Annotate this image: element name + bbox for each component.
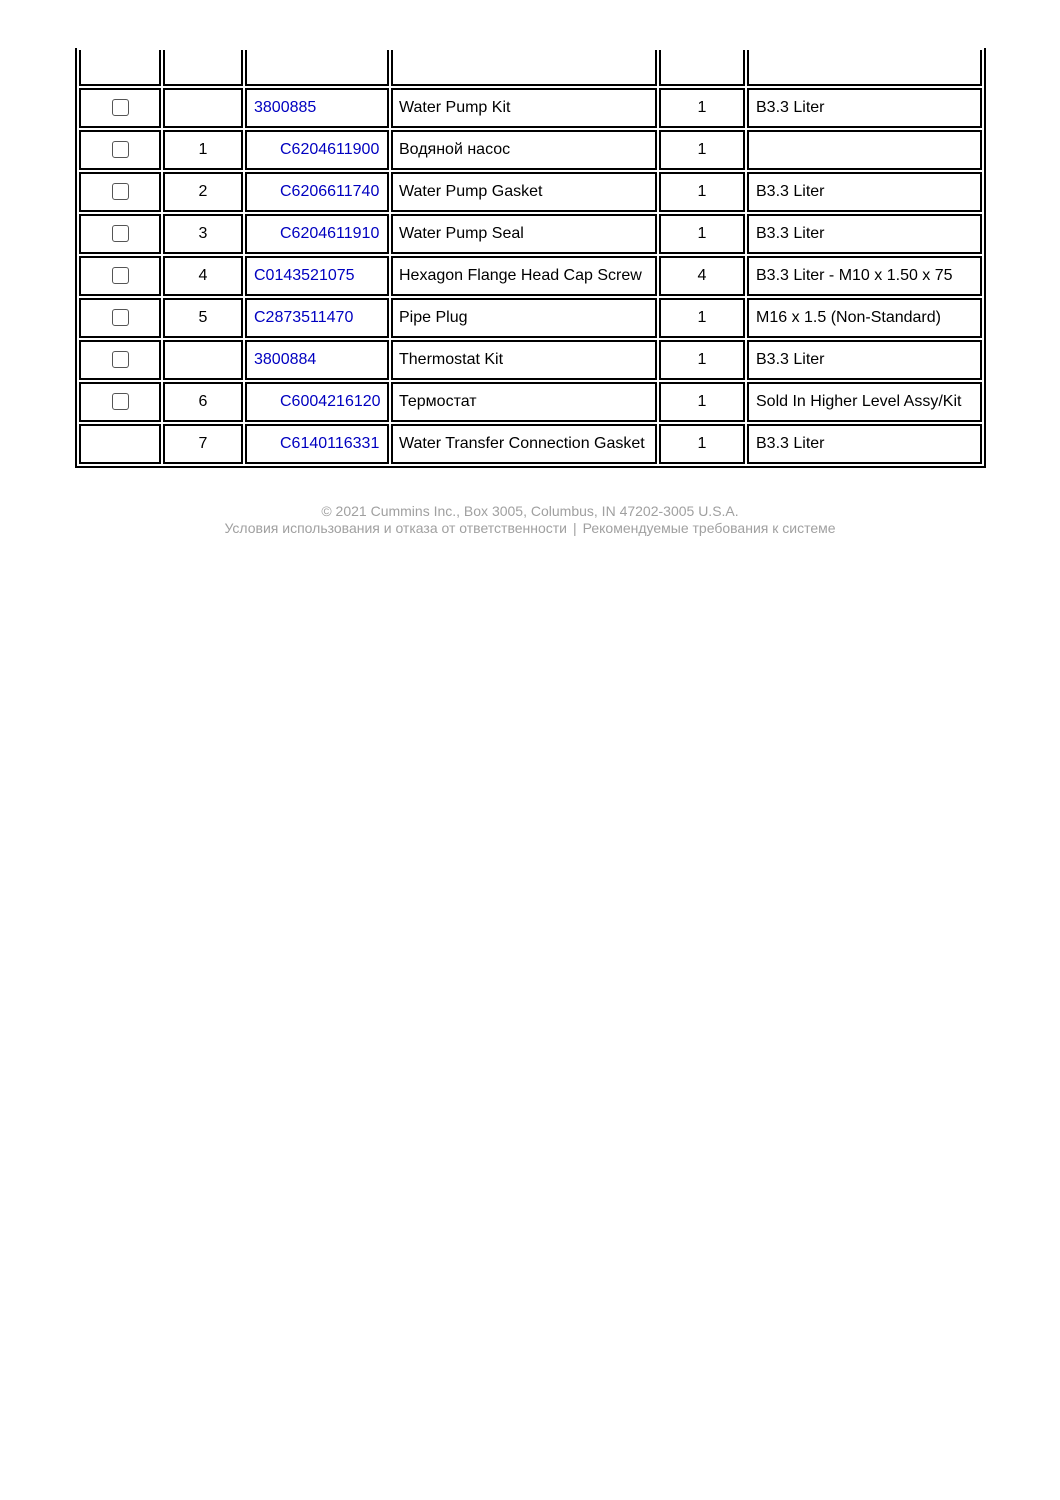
ref-number-cell bbox=[163, 340, 243, 380]
part-number-link[interactable]: C6140116331 bbox=[280, 435, 380, 452]
description-cell: Водяной насос bbox=[391, 130, 657, 170]
part-number-cell bbox=[245, 256, 389, 296]
part-number-cell bbox=[245, 172, 389, 212]
ref-number-cell: 7 bbox=[163, 424, 243, 464]
notes-cell: B3.3 Liter bbox=[747, 88, 982, 128]
part-number-link[interactable]: C0143521075 bbox=[254, 267, 355, 284]
notes-cell: Sold In Higher Level Assy/Kit bbox=[747, 382, 982, 422]
copyright-text: © 2021 Cummins Inc., Box 3005, Columbus, IN 47202-3005 U.S.A. bbox=[321, 503, 739, 519]
table-row bbox=[79, 172, 982, 212]
select-checkbox[interactable] bbox=[112, 309, 129, 326]
quantity-cell: 1 bbox=[659, 382, 745, 422]
select-checkbox[interactable] bbox=[112, 351, 129, 368]
part-number-cell bbox=[245, 214, 389, 254]
ref-number-cell: 6 bbox=[163, 382, 243, 422]
description-cell: Water Pump Kit bbox=[391, 88, 657, 128]
table-row bbox=[79, 214, 982, 254]
notes-cell: B3.3 Liter bbox=[747, 424, 982, 464]
description-cell: Water Pump Seal bbox=[391, 214, 657, 254]
select-checkbox[interactable] bbox=[112, 393, 129, 410]
part-number-cell bbox=[245, 88, 389, 128]
description-cell: Термостат bbox=[391, 382, 657, 422]
part-number-cell bbox=[245, 382, 389, 422]
part-number-cell bbox=[245, 424, 389, 464]
part-number-cell bbox=[245, 298, 389, 338]
notes-cell: B3.3 Liter bbox=[747, 214, 982, 254]
part-number-link[interactable]: C6204611900 bbox=[280, 141, 380, 158]
quantity-cell: 1 bbox=[659, 424, 745, 464]
table-row bbox=[79, 256, 982, 296]
empty-cell bbox=[79, 50, 161, 86]
parts-table-body bbox=[79, 50, 982, 464]
quantity-cell: 1 bbox=[659, 214, 745, 254]
select-cell bbox=[79, 424, 161, 464]
select-cell bbox=[79, 172, 161, 212]
footer-links bbox=[0, 520, 1060, 537]
table-row bbox=[79, 340, 982, 380]
table-row-continued bbox=[79, 50, 982, 86]
table-row bbox=[79, 88, 982, 128]
select-checkbox[interactable] bbox=[112, 99, 129, 116]
select-checkbox[interactable] bbox=[112, 267, 129, 284]
notes-cell: B3.3 Liter bbox=[747, 340, 982, 380]
ref-number-cell: 4 bbox=[163, 256, 243, 296]
empty-cell bbox=[245, 50, 389, 86]
quantity-cell: 1 bbox=[659, 130, 745, 170]
select-cell bbox=[79, 130, 161, 170]
ref-number-cell: 3 bbox=[163, 214, 243, 254]
ref-number-cell: 2 bbox=[163, 172, 243, 212]
table-row bbox=[79, 298, 982, 338]
notes-cell: B3.3 Liter - M10 x 1.50 x 75 bbox=[747, 256, 982, 296]
ref-number-cell: 5 bbox=[163, 298, 243, 338]
select-cell bbox=[79, 88, 161, 128]
ref-number-cell bbox=[163, 88, 243, 128]
part-number-link[interactable]: C2873511470 bbox=[254, 309, 354, 326]
description-cell: Water Transfer Connection Gasket bbox=[391, 424, 657, 464]
footer-separator: | bbox=[573, 520, 577, 536]
parts-table bbox=[75, 48, 986, 468]
notes-cell: B3.3 Liter bbox=[747, 172, 982, 212]
select-checkbox[interactable] bbox=[112, 225, 129, 242]
select-checkbox[interactable] bbox=[112, 141, 129, 158]
empty-cell bbox=[747, 50, 982, 86]
quantity-cell: 1 bbox=[659, 298, 745, 338]
page-footer bbox=[0, 503, 1060, 537]
notes-cell: M16 x 1.5 (Non-Standard) bbox=[747, 298, 982, 338]
quantity-cell: 1 bbox=[659, 340, 745, 380]
select-cell bbox=[79, 256, 161, 296]
description-cell: Water Pump Gasket bbox=[391, 172, 657, 212]
empty-cell bbox=[163, 50, 243, 86]
table-row bbox=[79, 424, 982, 464]
part-number-link[interactable]: C6206611740 bbox=[280, 183, 380, 200]
notes-cell bbox=[747, 130, 982, 170]
system-requirements-link[interactable]: Рекомендуемые требования к системе bbox=[582, 520, 836, 536]
empty-cell bbox=[391, 50, 657, 86]
part-number-link[interactable]: C6204611910 bbox=[280, 225, 380, 242]
part-number-cell bbox=[245, 340, 389, 380]
description-cell: Thermostat Kit bbox=[391, 340, 657, 380]
empty-cell bbox=[659, 50, 745, 86]
ref-number-cell: 1 bbox=[163, 130, 243, 170]
part-number-link[interactable]: C6004216120 bbox=[280, 393, 381, 410]
quantity-cell: 1 bbox=[659, 88, 745, 128]
part-number-cell bbox=[245, 130, 389, 170]
select-cell bbox=[79, 214, 161, 254]
quantity-cell: 1 bbox=[659, 172, 745, 212]
select-cell bbox=[79, 340, 161, 380]
quantity-cell: 4 bbox=[659, 256, 745, 296]
select-cell bbox=[79, 382, 161, 422]
select-checkbox[interactable] bbox=[112, 183, 129, 200]
select-cell bbox=[79, 298, 161, 338]
table-row bbox=[79, 130, 982, 170]
part-number-link[interactable]: 3800884 bbox=[254, 351, 317, 368]
part-number-link[interactable]: 3800885 bbox=[254, 99, 317, 116]
terms-link[interactable]: Условия использования и отказа от ответственности bbox=[224, 520, 567, 536]
table-row bbox=[79, 382, 982, 422]
description-cell: Hexagon Flange Head Cap Screw bbox=[391, 256, 657, 296]
description-cell: Pipe Plug bbox=[391, 298, 657, 338]
